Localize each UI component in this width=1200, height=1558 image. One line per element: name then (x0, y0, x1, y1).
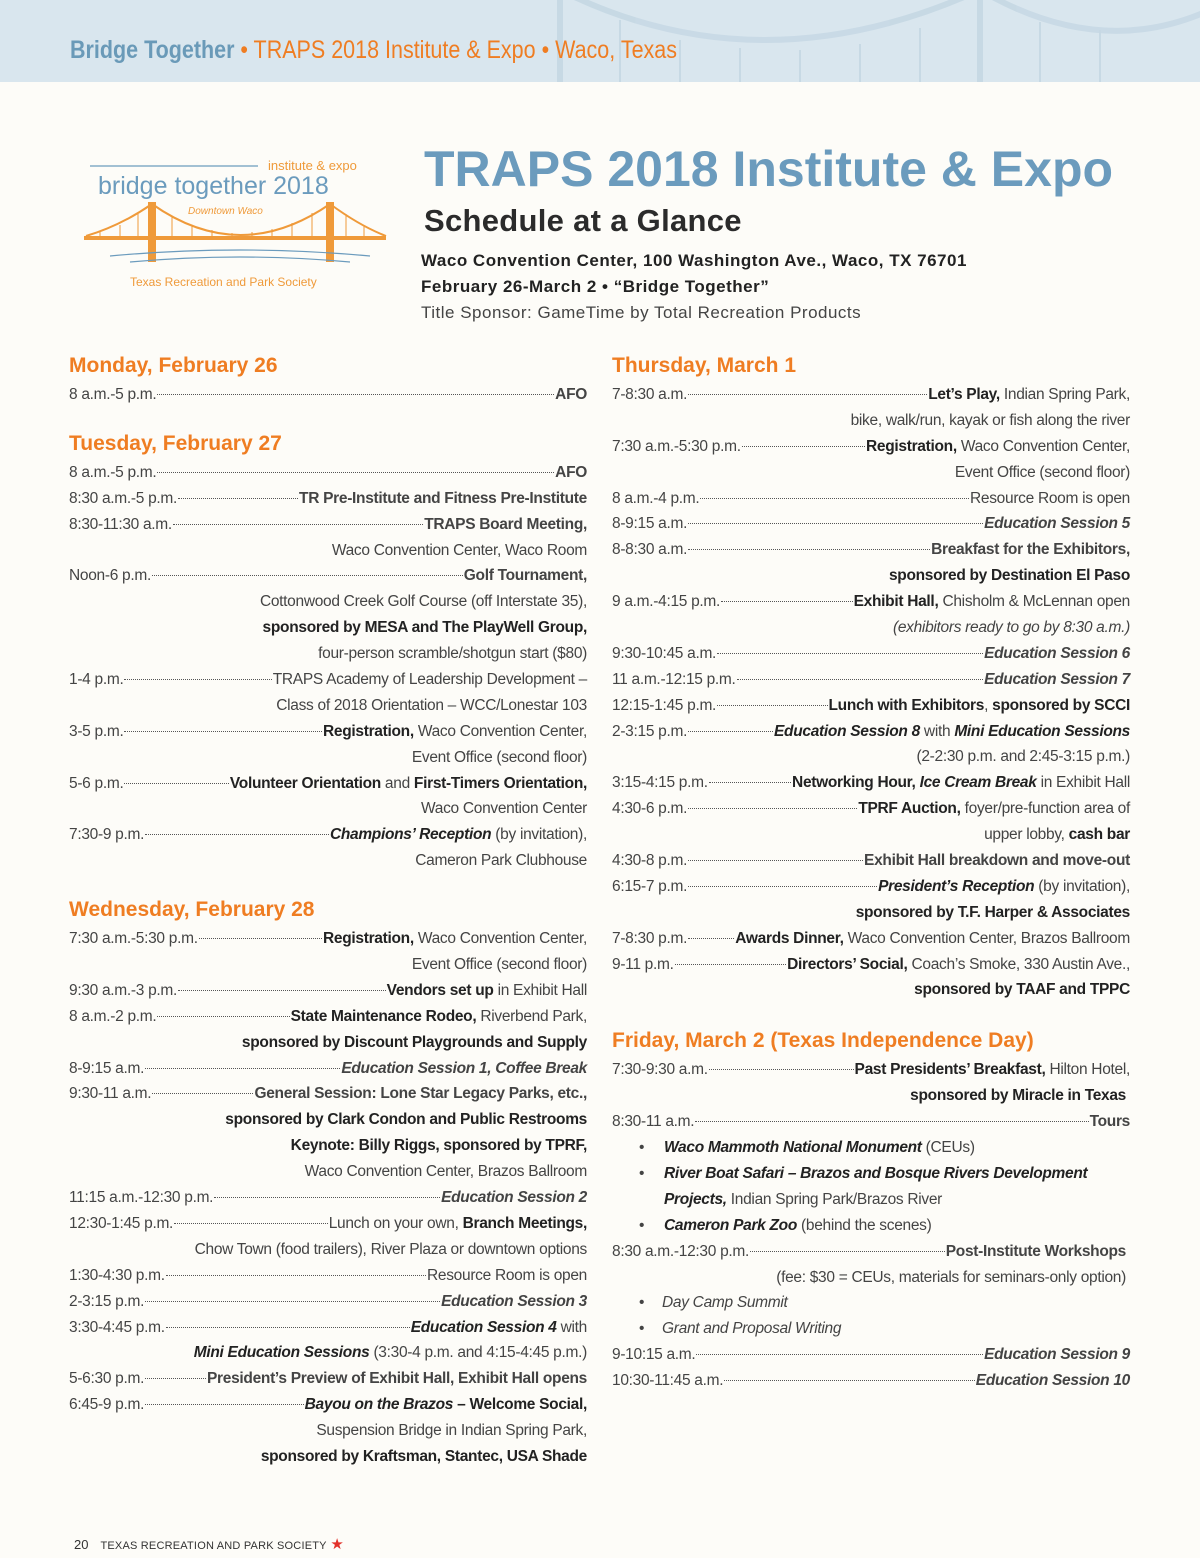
schedule-entry (69, 1263, 587, 1289)
entry-cont-rest: (3:30-4 p.m. and 4:15-4:45 p.m.) (369, 1344, 587, 1362)
dot-leader (145, 834, 329, 835)
entry-desc: Resource Room is open (970, 489, 1130, 507)
header-separator: • (240, 36, 248, 64)
entry-desc: General Session: Lone Star Legacy Parks, etc., (254, 1085, 587, 1103)
entry-time: 8-8:30 a.m. (612, 541, 688, 559)
day-heading-friday: Friday, March 2 (Texas Independence Day) (612, 1029, 1034, 1053)
entry-time: 5-6:30 p.m. (69, 1370, 145, 1388)
entry-desc (792, 770, 1130, 796)
entry-desc-rest: in Exhibit Hall (1036, 774, 1130, 792)
dot-leader (688, 860, 863, 861)
entry-desc: Breakfast for the Exhibitors, (931, 541, 1130, 559)
entry-time: 8:30 a.m.-5 p.m. (69, 489, 178, 507)
entry-desc-rest: Lunch on your own, (328, 1214, 463, 1232)
entry-desc-rest: , (984, 696, 993, 714)
entry-desc (829, 693, 1130, 719)
schedule-entry (612, 1368, 1130, 1394)
entry-desc-bold: Networking Hour, (792, 774, 920, 792)
dot-leader (214, 1197, 440, 1198)
entry-continuation: Class of 2018 Orientation – WCC/Lonestar 103 (276, 696, 587, 714)
schedule-entry (69, 1056, 587, 1082)
entry-desc: AFO (555, 463, 587, 481)
entry-time: Noon-6 p.m. (69, 567, 151, 585)
logo-main-text: bridge together 2018 (98, 172, 329, 200)
entry-continuation: Keynote: Billy Riggs, sponsored by TPRF, (290, 1137, 587, 1155)
entry-desc: Education Session 2 (441, 1189, 587, 1207)
dot-leader (124, 679, 271, 680)
entry-time: 2-3:15 p.m. (69, 1292, 145, 1310)
entry-continuation: Waco Convention Center, Brazos Ballroom (304, 1163, 587, 1181)
schedule-entry (69, 460, 587, 486)
schedule-entry (69, 382, 587, 408)
entry-time: 3:15-4:15 p.m. (612, 774, 708, 792)
entry-time: 10:30-11:45 a.m. (612, 1372, 724, 1390)
schedule-entry (69, 667, 587, 693)
schedule-entry (612, 719, 1130, 745)
entry-continuation: sponsored by MESA and The PlayWell Group, (262, 619, 587, 637)
tour-name: River Boat Safari – Brazos and Bosque Rivers Development (664, 1164, 1088, 1182)
dot-leader (742, 446, 865, 447)
entry-desc-bold: Past Presidents’ Breakfast, (854, 1061, 1046, 1079)
entry-cont-bold: cash bar (1068, 826, 1130, 844)
schedule-entry (612, 537, 1130, 563)
dot-leader (124, 783, 228, 784)
day-heading-thursday: Thursday, March 1 (612, 354, 796, 377)
entry-desc-rest: Waco Convention Center, (956, 437, 1130, 455)
schedule-entry (612, 926, 1130, 952)
entry-desc-bold: Let’s Play, (928, 386, 1000, 403)
entry-continuation: Cameron Park Clubhouse (415, 852, 587, 870)
entry-desc-bold: Branch Meetings, (462, 1214, 587, 1232)
schedule-entry (612, 1342, 1130, 1368)
entry-desc-rest: and (380, 774, 414, 792)
entry-time: 7:30-9 p.m. (69, 826, 145, 844)
schedule-entry (612, 434, 1130, 460)
entry-desc: AFO (555, 386, 587, 403)
entry-desc: Post-Institute Workshops (945, 1242, 1126, 1260)
entry-desc-rest: foyer/pre-function area of (960, 800, 1130, 818)
entry-continuation: Waco Convention Center, Waco Room (331, 541, 587, 559)
entry-time: 12:30-1:45 p.m. (69, 1214, 174, 1232)
entry-desc-bold: Lunch with Exhibitors (828, 696, 985, 714)
entry-time: 7-8:30 p.m. (612, 929, 688, 947)
entry-continuation (69, 1340, 587, 1366)
entry-continuation: bike, walk/run, kayak or fish along the river (850, 411, 1130, 429)
entry-cont-rest: upper lobby, (984, 826, 1069, 844)
workshop-item (612, 1316, 1130, 1342)
entry-desc: Education Session 3 (441, 1292, 587, 1310)
schedule-entry (69, 1211, 587, 1237)
page-title: TRAPS 2018 Institute & Expo (424, 141, 1114, 197)
venue-line: Waco Convention Center, 100 Washington Ave., Waco, TX 76701 (421, 251, 967, 270)
entry-desc-bold: Vendors set up (386, 981, 494, 999)
day-heading-tuesday: Tuesday, February 27 (69, 431, 282, 455)
tour-name: Projects, (664, 1190, 727, 1208)
dot-leader (688, 549, 930, 550)
entry-continuation: Suspension Bridge in Indian Spring Park, (316, 1422, 587, 1440)
entry-time: 6:45-9 p.m. (69, 1396, 145, 1414)
entry-desc (411, 1315, 587, 1341)
entry-continuation: sponsored by T.F. Harper & Associates (855, 903, 1130, 921)
dot-leader (721, 601, 853, 602)
schedule-entry (69, 822, 587, 848)
entry-desc-bold: First-Timers Orientation, (413, 774, 587, 792)
dot-leader (688, 808, 857, 809)
entry-desc-bold: Exhibit Hall, (853, 593, 939, 611)
dot-leader (688, 731, 773, 732)
entry-time: 8-9:15 a.m. (612, 515, 688, 533)
schedule-entry (69, 1004, 587, 1030)
dot-leader (750, 1251, 945, 1252)
entry-desc (855, 1057, 1130, 1083)
entry-desc (866, 434, 1130, 460)
entry-time: 8:30 a.m.-12:30 p.m. (612, 1242, 750, 1260)
dates-line: February 26-March 2 • “Bridge Together” (421, 277, 770, 296)
entry-desc-bold: Bayou on the Brazos (304, 1396, 454, 1414)
dot-leader (688, 886, 877, 887)
schedule-entry (612, 874, 1130, 900)
entry-desc: Resource Room is open (427, 1266, 587, 1284)
entry-time: 9:30-11 a.m. (69, 1085, 152, 1103)
tour-item (612, 1161, 1130, 1187)
dot-leader (166, 1275, 426, 1276)
entry-desc: Golf Tournament, (463, 567, 587, 585)
entry-desc-bold: Registration, (866, 437, 957, 455)
tour-note: Indian Spring Park/Brazos River (726, 1190, 943, 1208)
entry-desc (854, 589, 1130, 615)
entry-time: 8 a.m.-2 p.m. (69, 1007, 157, 1025)
schedule-entry (612, 641, 1130, 667)
entry-desc-rest: with (919, 722, 955, 740)
star-icon: ★ (330, 1536, 344, 1553)
schedule-entry (69, 1289, 587, 1315)
dot-leader (145, 1404, 304, 1405)
entry-desc (291, 1004, 587, 1030)
entry-desc-rest: Indian Spring Park, (999, 386, 1130, 403)
sponsor-line: Title Sponsor: GameTime by Total Recreation Products (421, 303, 862, 322)
entry-time: 9:30 a.m.-3 p.m. (69, 981, 178, 999)
dot-leader (688, 523, 983, 524)
dot-leader (145, 1301, 440, 1302)
entry-desc-bold: sponsored by SCCI (992, 696, 1130, 714)
entry-desc: TRAPS Academy of Leadership Development – (272, 671, 587, 689)
header-brand: Bridge Together (70, 36, 235, 64)
entry-desc-bold: Mini Education Sessions (954, 722, 1130, 740)
entry-time: 3:30-4:45 p.m. (69, 1318, 165, 1336)
schedule-entry (612, 667, 1130, 693)
schedule-entry (69, 978, 587, 1004)
dot-leader (145, 1068, 340, 1069)
schedule-entry (612, 952, 1130, 978)
entry-time: 4:30-6 p.m. (612, 800, 688, 818)
schedule-entry (69, 563, 587, 589)
entry-time: 9-11 p.m. (612, 955, 674, 973)
entry-time: 9:30-10:45 a.m. (612, 644, 717, 662)
entry-desc-bold: President’s Reception (878, 877, 1035, 895)
header-location: Waco, Texas (555, 36, 677, 64)
entry-desc-rest: Waco Convention Center, (413, 930, 587, 948)
entry-desc (774, 719, 1130, 745)
schedule-entry (69, 719, 587, 745)
entry-continuation: sponsored by TAAF and TPPC (914, 981, 1130, 999)
entry-time: 7:30 a.m.-5:30 p.m. (69, 930, 198, 948)
entry-continuation: sponsored by Kraftsman, Stantec, USA Shade (260, 1447, 587, 1465)
dot-leader (724, 1380, 975, 1381)
header-event: TRAPS 2018 Institute & Expo (253, 36, 536, 64)
page-footer (74, 1537, 344, 1554)
schedule-entry (69, 1366, 587, 1392)
page-subtitle: Schedule at a Glance (424, 203, 742, 238)
entry-time: 9-10:15 a.m. (612, 1346, 696, 1364)
entry-desc (323, 719, 587, 745)
entry-desc-rest: Waco Convention Center, (413, 722, 587, 740)
dot-leader (178, 498, 298, 499)
logo-top-text: institute & expo (268, 158, 357, 173)
entry-desc-rest: in Exhibit Hall (493, 981, 587, 999)
entry-time: 7-8:30 a.m. (612, 386, 688, 403)
entry-desc: Education Session 6 (984, 644, 1130, 662)
entry-desc (305, 1392, 587, 1418)
schedule-entry (612, 589, 1130, 615)
dot-leader (152, 575, 463, 576)
dot-leader (675, 964, 787, 965)
entry-desc-bold: Education Session 8 (774, 722, 920, 740)
entry-desc-rest: (by invitation), (1034, 877, 1130, 895)
entry-desc-bold: Registration, (323, 722, 414, 740)
schedule-entry (69, 1315, 587, 1341)
entry-desc (858, 796, 1130, 822)
entry-desc (323, 926, 587, 952)
dot-leader (157, 472, 554, 473)
entry-time: 9 a.m.-4:15 p.m. (612, 593, 721, 611)
workshop-name: Grant and Proposal Writing (662, 1320, 842, 1338)
entry-time: 2-3:15 p.m. (612, 722, 688, 740)
schedule-entry (612, 1057, 1130, 1083)
entry-time: 12:15-1:45 p.m. (612, 696, 717, 714)
dot-leader (696, 1354, 983, 1355)
entry-continuation: sponsored by Destination El Paso (888, 567, 1130, 585)
dot-leader (157, 1016, 289, 1017)
entry-desc: Tours (1089, 1113, 1130, 1131)
schedule-entry (612, 382, 1130, 408)
entry-desc-rest: Riverbend Park, (476, 1007, 587, 1025)
dot-leader (688, 938, 734, 939)
entry-desc-rest: Coach’s Smoke, 330 Austin Ave., (907, 955, 1130, 973)
entry-time: 11:15 a.m.-12:30 p.m. (69, 1189, 214, 1207)
entry-desc-bold: Volunteer Orientation (229, 774, 381, 792)
entry-desc: Education Session 7 (984, 670, 1130, 688)
header-banner (0, 0, 1200, 82)
schedule-entry (612, 693, 1130, 719)
entry-desc-rest: with (556, 1318, 587, 1336)
entry-time: 8:30-11:30 a.m. (69, 515, 172, 533)
entry-time: 7:30 a.m.-5:30 p.m. (612, 437, 741, 455)
entry-continuation: Chow Town (food trailers), River Plaza or downtown options (194, 1240, 587, 1258)
entry-desc (928, 382, 1130, 408)
workshop-name: Day Camp Summit (662, 1294, 788, 1312)
entry-continuation: four-person scramble/shotgun start ($80) (318, 645, 587, 663)
schedule-entry (69, 926, 587, 952)
dot-leader (157, 394, 554, 395)
tour-item-continuation (612, 1187, 1130, 1213)
schedule-entry (612, 796, 1130, 822)
schedule-entry (69, 512, 587, 538)
entry-time: 1-4 p.m. (69, 671, 124, 689)
entry-desc: Education Session 5 (984, 515, 1130, 533)
entry-continuation: sponsored by Miracle in Texas (910, 1087, 1126, 1105)
schedule-entry (612, 1239, 1130, 1265)
dot-leader (688, 394, 927, 395)
footer-org: TEXAS RECREATION AND PARK SOCIETY (100, 1540, 327, 1552)
entry-time: 1:30-4:30 p.m. (69, 1266, 165, 1284)
entry-desc-bold: Education Session 4 (410, 1318, 557, 1336)
day-heading-wednesday: Wednesday, February 28 (69, 898, 315, 922)
entry-desc: Education Session 1, Coffee Break (341, 1059, 587, 1077)
entry-time: 11 a.m.-12:15 p.m. (612, 670, 736, 688)
entry-time: 8 a.m.-5 p.m. (69, 386, 157, 403)
logo-org-text: Texas Recreation and Park Society (130, 275, 317, 289)
dot-leader (709, 782, 791, 783)
entry-desc: TR Pre-Institute and Fitness Pre-Institute (299, 489, 587, 507)
tour-name: Waco Mammoth National Monument (664, 1139, 922, 1157)
entry-time: 8-9:15 a.m. (69, 1059, 145, 1077)
entry-desc-rest: Hilton Hotel, (1045, 1061, 1130, 1079)
entry-continuation: Waco Convention Center (421, 800, 587, 818)
schedule-entry (612, 848, 1130, 874)
dot-leader (717, 653, 983, 654)
dot-leader (709, 1069, 854, 1070)
entry-desc: TRAPS Board Meeting, (424, 515, 587, 533)
schedule-entry (612, 486, 1130, 512)
entry-desc: Exhibit Hall breakdown and move-out (864, 852, 1130, 870)
entry-desc-bold: Directors’ Social, (787, 955, 908, 973)
entry-time: 4:30-8 p.m. (612, 852, 688, 870)
workshop-item (612, 1290, 1130, 1316)
entry-time: 8 a.m.-5 p.m. (69, 463, 157, 481)
entry-time: 3-5 p.m. (69, 722, 124, 740)
entry-continuation: Event Office (second floor) (411, 748, 587, 766)
dot-leader (173, 524, 423, 525)
entry-desc: President’s Preview of Exhibit Hall, Exhibit Hall opens (207, 1370, 587, 1388)
entry-continuation: (exhibitors ready to go by 8:30 a.m.) (892, 619, 1130, 637)
dot-leader (700, 498, 969, 499)
schedule-right-column (612, 350, 1130, 1394)
schedule-entry (69, 1392, 587, 1418)
schedule-entry (69, 1185, 587, 1211)
entry-desc-bold: Ice Cream Break (919, 774, 1037, 792)
entry-desc (787, 952, 1130, 978)
entry-continuation: (2-2:30 p.m. and 2:45-3:15 p.m.) (916, 748, 1130, 766)
entry-cont-bold: Mini Education Sessions (193, 1344, 370, 1362)
tour-item (612, 1213, 1130, 1239)
entry-time: 6:15-7 p.m. (612, 877, 688, 895)
entry-continuation: Event Office (second floor) (954, 463, 1130, 481)
dot-leader (717, 705, 827, 706)
entry-time: 8 a.m.-4 p.m. (612, 489, 700, 507)
entry-desc-bold: TPRF Auction, (858, 800, 961, 818)
entry-continuation: Event Office (second floor) (411, 956, 587, 974)
entry-desc-bold: Registration, (323, 930, 414, 948)
entry-desc (230, 771, 587, 797)
header-text (70, 34, 677, 66)
entry-desc-bold: Champions’ Reception (329, 826, 492, 844)
header-separator: • (541, 36, 550, 64)
schedule-left-column (69, 350, 587, 1470)
entry-desc (387, 978, 587, 1004)
tour-item (612, 1135, 1130, 1161)
dot-leader (124, 731, 322, 732)
schedule-entry (69, 1081, 587, 1107)
entry-desc-bold: State Maintenance Rodeo, (290, 1007, 477, 1025)
entry-desc (878, 874, 1130, 900)
entry-continuation (612, 822, 1130, 848)
tour-note: (CEUs) (921, 1139, 975, 1157)
tour-note: (behind the scenes) (797, 1216, 932, 1234)
dot-leader (178, 990, 386, 991)
schedule-entry (612, 511, 1130, 537)
entry-desc-rest: (by invitation), (491, 826, 587, 844)
entry-desc: Education Session 10 (975, 1372, 1130, 1390)
dot-leader (174, 1223, 328, 1224)
tour-name: Cameron Park Zoo (664, 1216, 798, 1234)
entry-continuation: (fee: $30 = CEUs, materials for seminars-only option) (776, 1268, 1126, 1286)
entry-time: 5-6 p.m. (69, 774, 124, 792)
dot-leader (152, 1093, 253, 1094)
dot-leader (145, 1378, 206, 1379)
dot-leader (695, 1121, 1088, 1122)
entry-desc: Education Session 9 (984, 1346, 1130, 1364)
entry-time: 8:30-11 a.m. (612, 1113, 695, 1131)
dot-leader (737, 679, 984, 680)
dot-leader (166, 1327, 410, 1328)
entry-desc (330, 822, 587, 848)
entry-continuation: Cottonwood Creek Golf Course (off Interstate 35), (259, 593, 587, 611)
entry-desc-rest: Chisholm & McLennan open (938, 593, 1130, 611)
logo-sub-text: Downtown Waco (188, 206, 263, 217)
entry-desc (735, 926, 1130, 952)
schedule-entry (69, 771, 587, 797)
entry-desc-rest: Waco Convention Center, Brazos Ballroom (843, 929, 1130, 947)
page-number: 20 (74, 1537, 89, 1552)
entry-time: 7:30-9:30 a.m. (612, 1061, 708, 1079)
schedule-entry (612, 770, 1130, 796)
entry-desc-bold: – Welcome Social, (453, 1396, 587, 1414)
schedule-entry (69, 486, 587, 512)
schedule-entry (612, 1109, 1130, 1135)
bridge-together-logo (80, 148, 390, 298)
entry-desc-bold: Awards Dinner, (735, 929, 844, 947)
entry-continuation: sponsored by Clark Condon and Public Restrooms (225, 1111, 587, 1129)
dot-leader (199, 938, 322, 939)
day-heading-monday: Monday, February 26 (69, 354, 278, 377)
entry-continuation: sponsored by Discount Playgrounds and Supply (241, 1033, 587, 1051)
entry-desc (329, 1211, 587, 1237)
